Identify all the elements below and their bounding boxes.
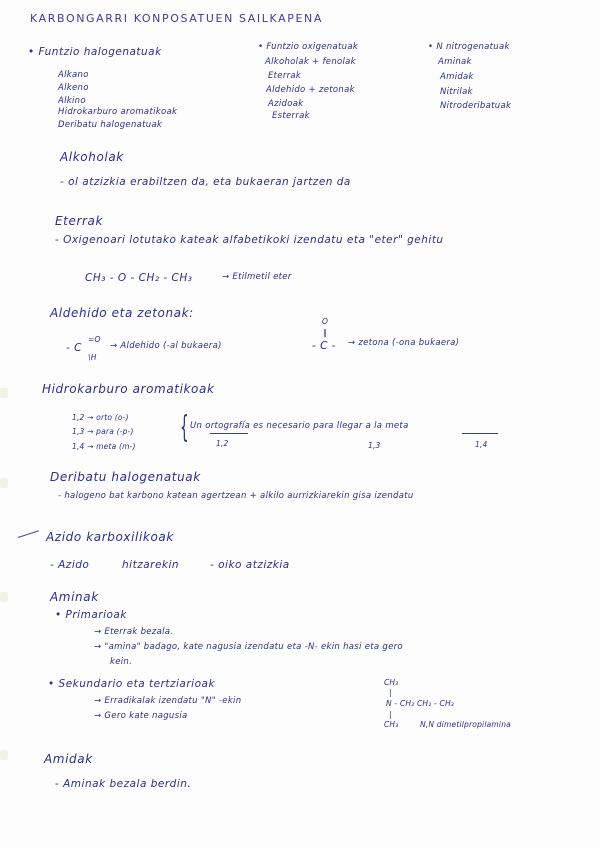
aldehido-formula: - C xyxy=(66,342,82,354)
col-middle-item: Esterrak xyxy=(272,111,310,121)
mnemonic-index: 1,3 xyxy=(368,441,381,450)
curly-brace: { xyxy=(180,410,189,445)
section-heading-aromatikoak: Hidrokarburo aromatikoak xyxy=(42,382,215,396)
aldehido-formula-o: =O xyxy=(88,335,101,344)
col-left-header: • Funtzio halogenatuak xyxy=(28,46,162,58)
section-heading-aldehido: Aldehido eta zetonak: xyxy=(50,306,194,320)
margin-mark xyxy=(0,478,8,488)
col-left-item: Alkano xyxy=(58,70,89,80)
section-heading-azido: Azido karboxilikoak xyxy=(46,530,174,544)
col-middle-item: Azidoak xyxy=(268,99,304,109)
aromatikoak-line: 1,2 → orto (o-) xyxy=(72,413,129,422)
amine-structure-line: CH₃ xyxy=(384,720,399,729)
zetona-formula: - C - xyxy=(312,340,337,352)
col-middle-item: Alkoholak + fenolak xyxy=(265,57,356,67)
col-middle-item: Aldehido + zetonak xyxy=(266,85,355,95)
aminak-secondary-label: • Sekundario eta tertziarioak xyxy=(48,678,216,690)
aminak-secondary-note: → Erradikalak izendatu "N" -ekin xyxy=(94,696,242,706)
mnemonic-index: 1,2 xyxy=(216,439,229,448)
zetona-description: → zetona (-ona bukaera) xyxy=(348,338,460,348)
aromatikoak-line: 1,4 → meta (m-) xyxy=(72,442,136,451)
col-left-item: Deribatu halogenatuak xyxy=(58,120,163,130)
amidak-note: - Aminak bezala berdin. xyxy=(55,778,192,790)
azido-note: - oiko atzizkia xyxy=(210,559,290,571)
eterrak-formula-name: → Etilmetil eter xyxy=(222,272,292,282)
amine-structure-line: CH₃ xyxy=(384,678,399,687)
azido-note: - Azido xyxy=(50,559,90,571)
mnemonic-index: 1,4 xyxy=(475,440,488,449)
zetona-formula-o: O xyxy=(322,317,329,326)
alkoholak-note: - ol atzizkia erabiltzen da, eta bukaeran jartzen da xyxy=(60,176,351,188)
col-right-item: Amidak xyxy=(440,72,474,82)
zetona-formula-bond: ‖ xyxy=(323,328,327,337)
margin-tick-stroke xyxy=(18,530,39,538)
col-left-item: Hidrokarburo aromatikoak xyxy=(58,107,178,117)
col-right-item: Aminak xyxy=(438,57,472,67)
col-right-header: • N nitrogenatuak xyxy=(428,42,510,52)
margin-mark xyxy=(0,592,8,602)
deribatu-note: - halogeno bat karbono katean agertzean + alkilo aurrizkiarekin gisa izendatu xyxy=(58,491,414,501)
col-right-item: Nitrilak xyxy=(440,87,473,97)
aminak-primary-note: kein. xyxy=(110,657,133,667)
section-heading-aminak: Aminak xyxy=(50,590,99,604)
page-title: KARBONGARRI KONPOSATUEN SAILKAPENA xyxy=(30,12,323,25)
underline-stroke xyxy=(462,433,498,434)
aldehido-formula-h: \H xyxy=(88,353,97,362)
amine-compound-name: N,N dimetilpropilamina xyxy=(420,720,511,729)
col-left-item: Alkino xyxy=(58,96,86,106)
azido-note: hitzarekin xyxy=(122,559,180,571)
col-left-item: Alkeno xyxy=(58,83,89,93)
section-heading-eterrak: Eterrak xyxy=(55,214,104,228)
col-middle-item: Eterrak xyxy=(268,71,302,81)
aminak-primary-label: • Primarioak xyxy=(55,609,127,621)
margin-mark xyxy=(0,750,8,760)
aromatikoak-line: 1,3 → para (-p-) xyxy=(72,427,134,436)
aromatikoak-mnemonic: Un ortografía es necesario para llegar a la meta xyxy=(190,421,409,431)
aminak-primary-note: → Eterrak bezala. xyxy=(94,627,174,637)
col-right-item: Nitroderibatuak xyxy=(440,101,512,111)
amine-structure-line: N - CH₂ CH₂ - CH₃ xyxy=(386,699,454,708)
section-heading-deribatu: Deribatu halogenatuak xyxy=(50,470,201,484)
section-heading-alkoholak: Alkoholak xyxy=(60,150,124,164)
col-middle-header: • Funtzio oxigenatuak xyxy=(258,42,359,52)
aldehido-description: → Aldehido (-al bukaera) xyxy=(110,341,222,351)
margin-mark xyxy=(0,388,8,398)
aminak-secondary-note: → Gero kate nagusia xyxy=(94,711,188,721)
underline-stroke xyxy=(210,433,248,434)
aminak-primary-note: → "amina" badago, kate nagusia izendatu eta -N- ekin hasi eta gero xyxy=(94,642,403,652)
eterrak-formula: CH₃ - O - CH₂ - CH₃ xyxy=(85,272,193,284)
section-heading-amidak: Amidak xyxy=(44,752,93,766)
eterrak-note: - Oxigenoari lotutako kateak alfabetikoki izendatu eta "eter" gehitu xyxy=(55,234,444,246)
amine-structure-line: | xyxy=(389,688,392,697)
amine-structure-line: | xyxy=(389,710,392,719)
